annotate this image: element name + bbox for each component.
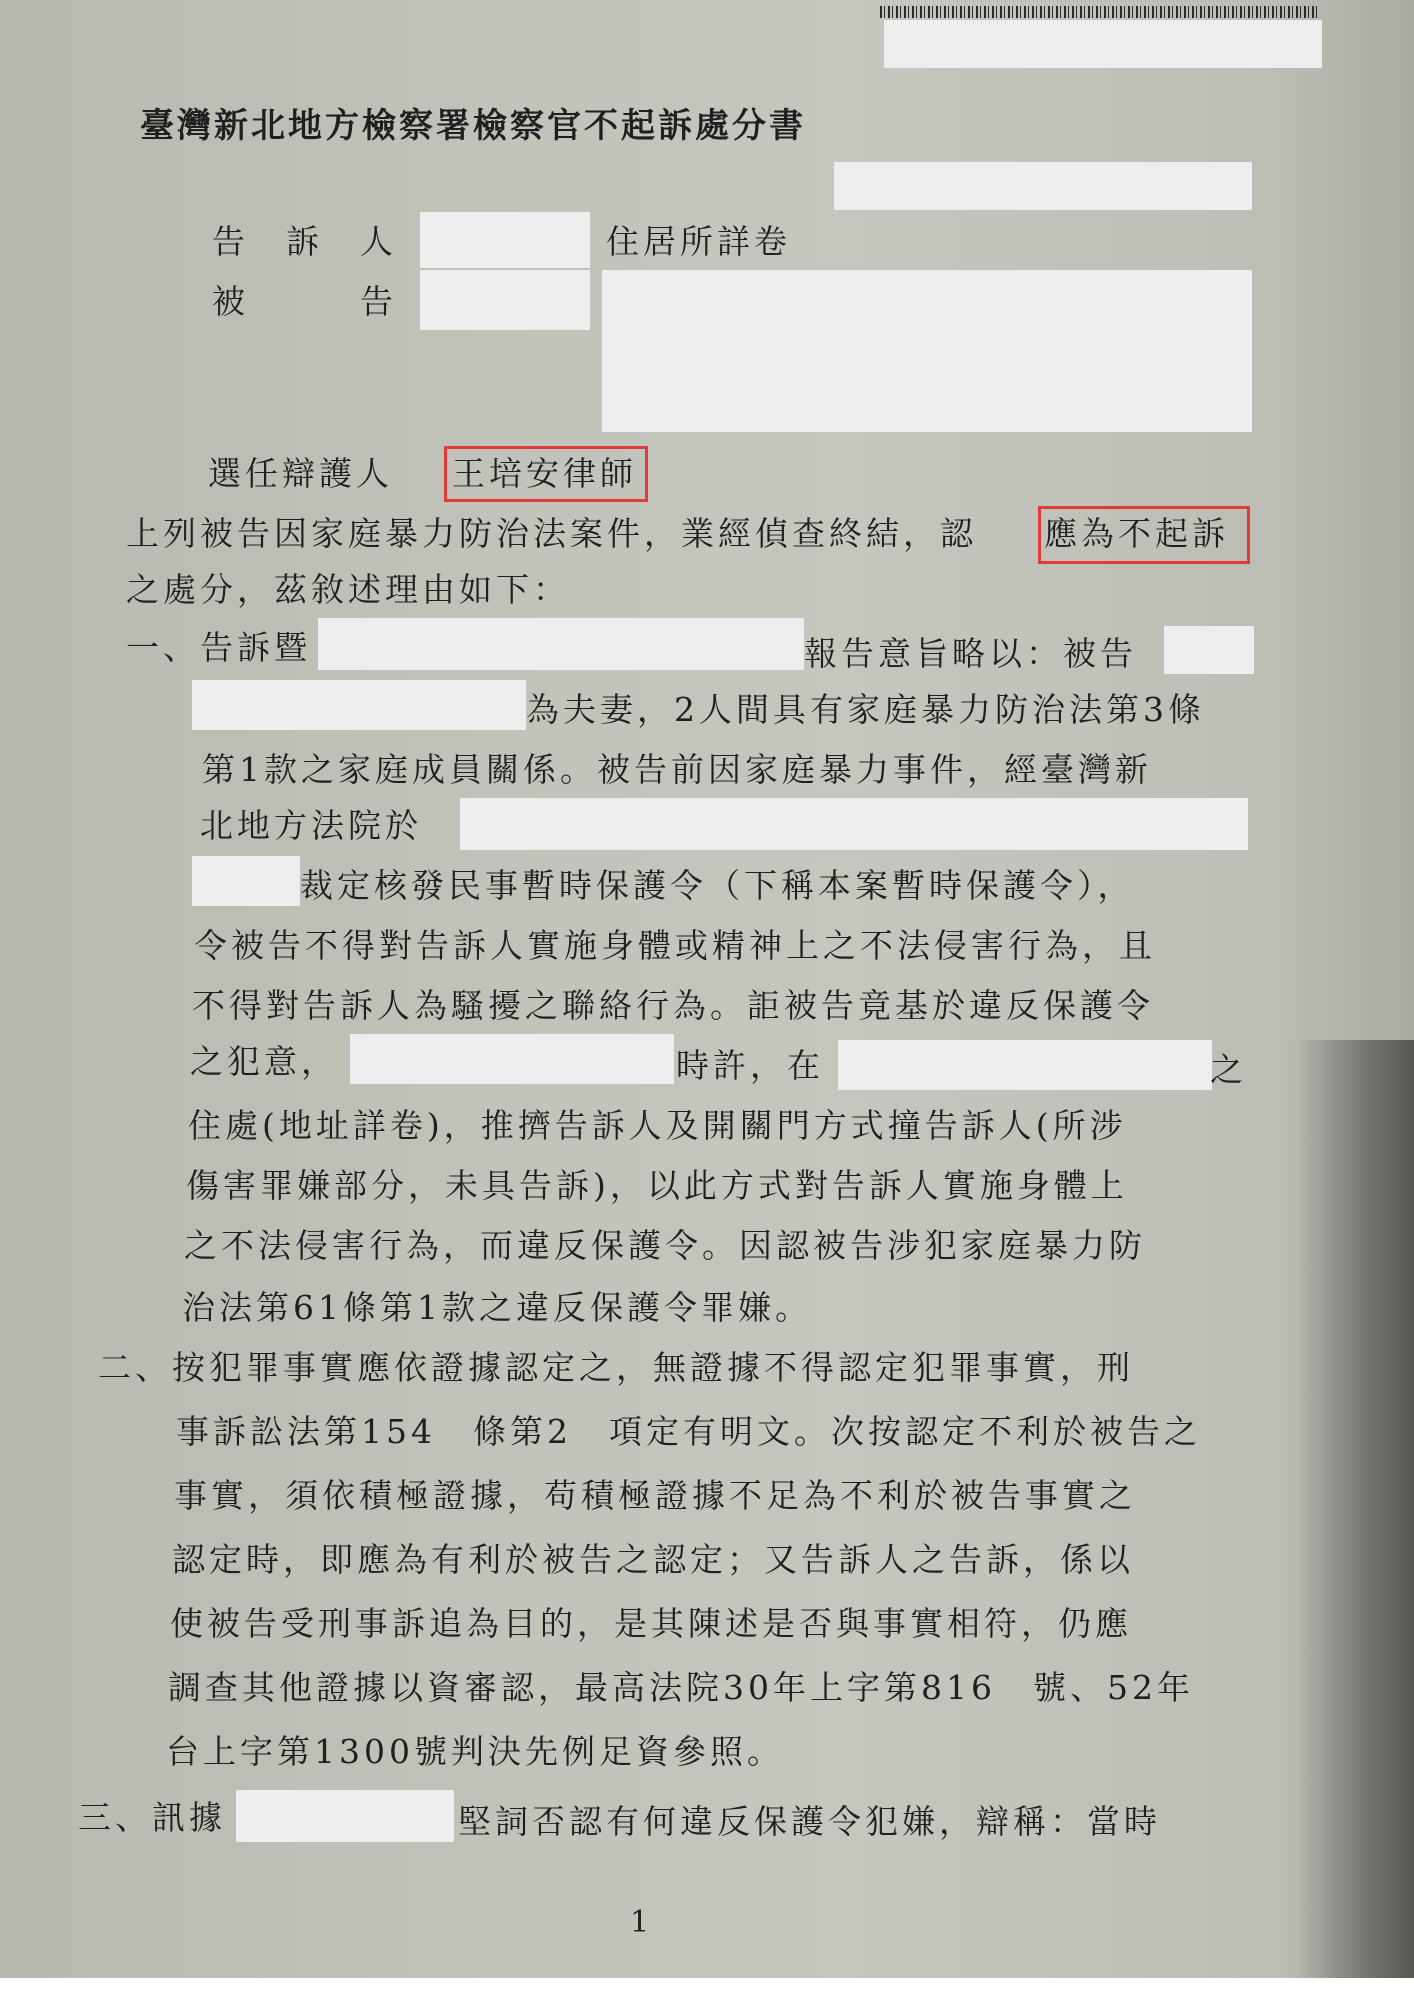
s1-line: 為夫妻，2人間具有家庭暴力防治法第3條 [526,690,1205,729]
redaction-box [192,680,526,730]
intro-line-1: 上列被告因家庭暴力防治法案件，業經偵查終結，認 [126,514,977,553]
redaction-box [420,212,590,268]
redaction-box [420,270,590,330]
counsel-label: 選任辯護人 [208,454,393,493]
s1-line: 住處(地址詳卷)，推擠告訴人及開關門方式撞告訴人(所涉 [188,1106,1127,1145]
s2-line: 認定時，即應為有利於被告之認定；又告訴人之告訴，係以 [172,1540,1134,1579]
s3-line: 堅詞否認有何違反保護令犯嫌，辯稱：當時 [458,1802,1161,1841]
complainant-address: 住居所詳卷 [606,222,791,261]
s1-line: 時許，在 [676,1046,824,1085]
redaction-box [350,1034,674,1084]
page-shadow [1294,1040,1414,1978]
s2-line: 事訴訟法第154 條第2 項定有明文。次按認定不利於被告之 [176,1412,1201,1451]
s1-line: 第1款之家庭成員關係。被告前因家庭暴力事件，經臺灣新 [202,750,1152,789]
s1-line: 令被告不得對告訴人實施身體或精神上之不法侵害行為，且 [194,926,1156,965]
redaction-box [838,1040,1212,1090]
document-title: 臺灣新北地方檢察署檢察官不起訴處分書 [140,106,806,146]
s1-line: 治法第61條第1款之違反保護令罪嫌。 [182,1288,812,1327]
s2-line: 調查其他證據以資審認，最高法院30年上字第816 號、52年 [168,1668,1194,1707]
highlight-counsel [444,446,648,502]
barcode [880,6,1320,18]
s2-line: 二、按犯罪事實應依證據認定之，無證據不得認定犯罪事實，刑 [98,1348,1134,1387]
redaction-box [192,856,300,906]
s3-line: 三、訊據 [78,1798,226,1837]
s1-line: 一、告訴暨 [126,628,311,667]
s1-line: 報告意旨略以：被告 [804,634,1137,673]
highlight-verdict [1038,506,1250,564]
complainant-label: 告 訴 人 [212,222,397,261]
counsel-name: 王培安律師 [452,454,637,493]
s2-line: 事實，須依積極證據，苟積極證據不足為不利於被告事實之 [174,1476,1136,1515]
defendant-label: 被 告 [212,282,397,321]
s1-line: 傷害罪嫌部分，未具告訴)，以此方式對告訴人實施身體上 [186,1166,1128,1205]
page-number: 1 [630,1905,650,1940]
s1-line: 不得對告訴人為騷擾之聯絡行為。詎被告竟基於違反保護令 [192,986,1154,1025]
redaction-box [602,270,1252,432]
s1-line: 裁定核發民事暫時保護令（下稱本案暫時保護令）， [300,866,1135,905]
redaction-box [834,162,1252,210]
redaction-box [318,618,804,670]
s1-line: 之不法侵害行為，而違反保護令。因認被告涉犯家庭暴力防 [184,1226,1146,1265]
s1-line: 之犯意， [190,1042,338,1081]
s2-line: 台上字第1300號判決先例足資參照。 [166,1732,784,1771]
redaction-box [460,798,1248,850]
redaction-box [1164,626,1254,674]
redaction-box [236,1790,454,1842]
s1-line: 北地方法院於 [200,806,422,845]
redaction-box [884,20,1322,68]
intro-verdict: 應為不起訴 [1044,514,1229,553]
s1-line: 之 [1210,1050,1247,1089]
s2-line: 使被告受刑事訴追為目的，是其陳述是否與事實相符，仍應 [170,1604,1132,1643]
intro-line-2: 之處分，茲敘述理由如下： [126,570,570,609]
